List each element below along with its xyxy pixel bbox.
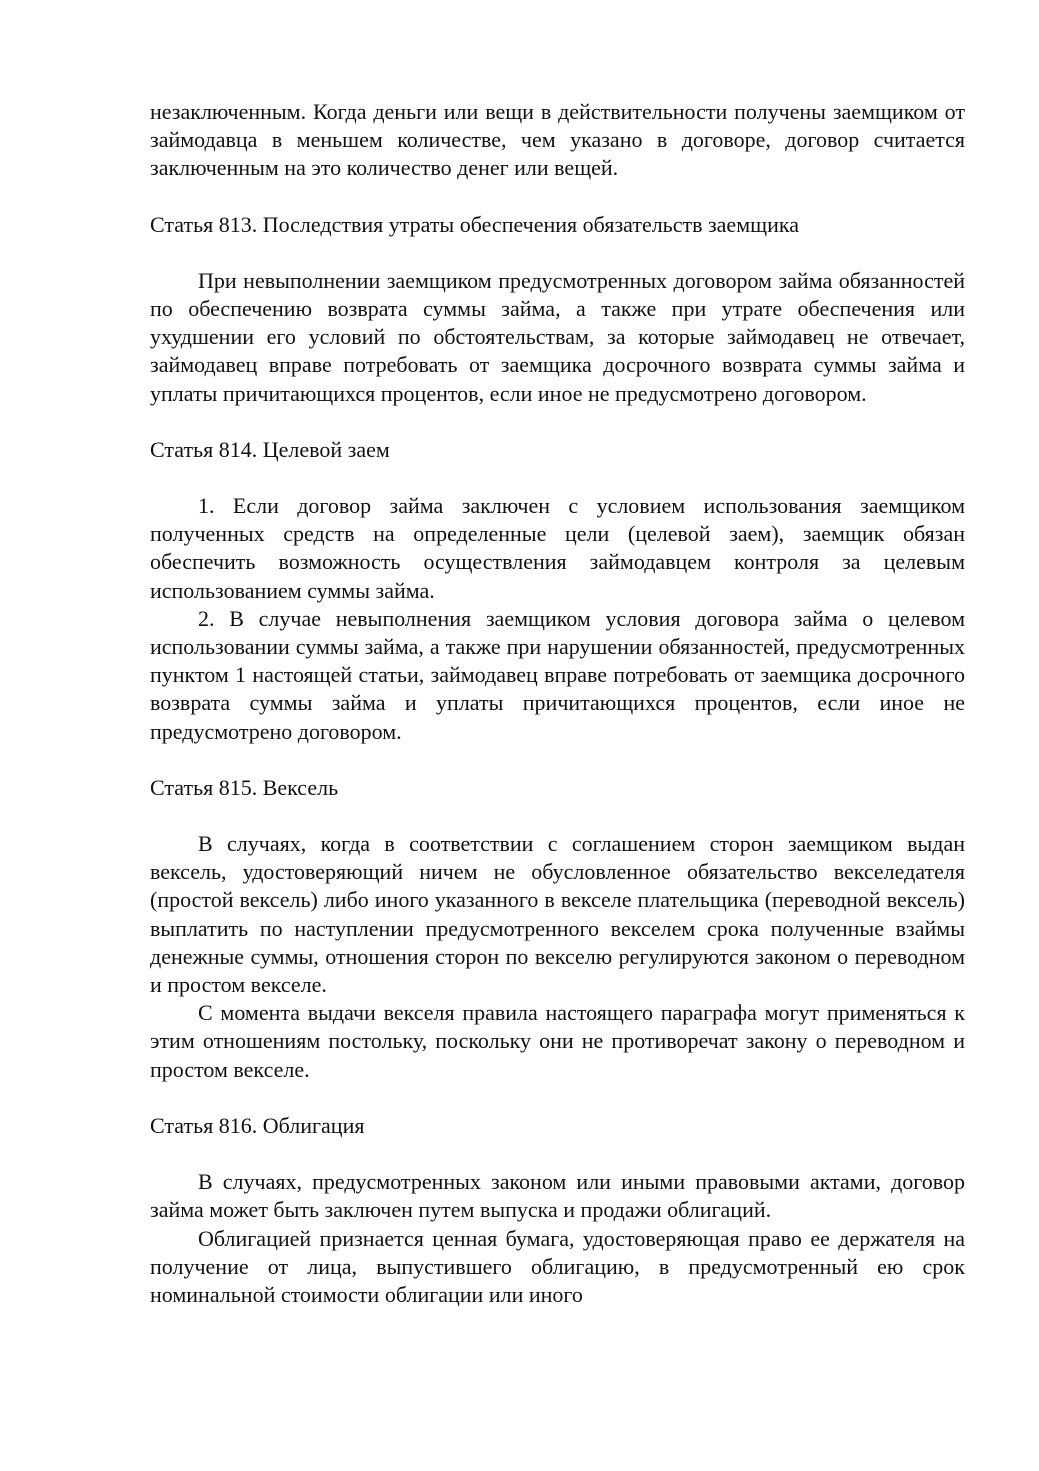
article-816-paragraph-2: Облигацией признается ценная бумага, удостоверяющая право ее держателя на получение от лица, выпустившего облигацию, в предусмотренный ею срок номинальной стоимости облигации или иного	[150, 1225, 965, 1307]
article-816-heading: Статья 816. Облигация	[150, 1112, 365, 1138]
article-815-paragraph-1: В случаях, когда в соответствии с соглашением сторон заемщиком выдан вексель, удостоверяющий ничем не обусловленное обязательство векселедателя (простой вексель) либо иного указанного в векселе плательщика (переводной вексель) выплатить по наступлении предусмотренного векселем срока полученные взаймы денежные суммы, отношения сторон по векселю регулируются законом о переводном и простом векселе.	[150, 831, 965, 998]
article-815-paragraph-2: С момента выдачи векселя правила настоящего параграфа могут применяться к этим отношениям постольку, поскольку они не противоречат закону о переводном и простом векселе.	[150, 1000, 965, 1082]
article-815-heading: Статья 815. Вексель	[150, 774, 339, 800]
article-814-heading: Статья 814. Целевой заем	[150, 436, 390, 462]
article-813-heading: Статья 813. Последствия утраты обеспечения обязательств заемщика	[150, 211, 799, 237]
article-813-paragraph: При невыполнении заемщиком предусмотренных договором займа обязанностей по обеспечению возврата суммы займа, а также при утрате обеспечения или ухудшении его условий по обстоятельствам, за которые займодавец не отвечает, займодавец вправе потребовать от заемщика досрочного возврата суммы займа и уплаты причитающихся процентов, если иное не предусмотрено договором.	[150, 267, 965, 406]
article-814-paragraph-2: 2. В случае невыполнения заемщиком условия договора займа о целевом использовании суммы займа, а также при нарушении обязанностей, предусмотренных пунктом 1 настоящей статьи, займодавец вправе потребовать от заемщика досрочного возврата суммы займа и уплаты причитающихся процентов, если иное не предусмотрено договором.	[150, 605, 965, 744]
paragraph-continuation: незаключенным. Когда деньги или вещи в действительности получены заемщиком от займодавца в меньшем количестве, чем указано в договоре, договор считается заключенным на это количество денег или вещей.	[150, 99, 965, 181]
article-814-paragraph-1: 1. Если договор займа заключен с условием использования заемщиком полученных средств на определенные цели (целевой заем), заемщик обязан обеспечить возможность осуществления займодавцем контроля за целевым использованием суммы займа.	[150, 493, 965, 603]
document-body	[150, 98, 965, 1309]
article-816-paragraph-1: В случаях, предусмотренных законом или иными правовыми актами, договор займа может быть заключен путем выпуска и продажи облигаций.	[150, 1169, 965, 1223]
